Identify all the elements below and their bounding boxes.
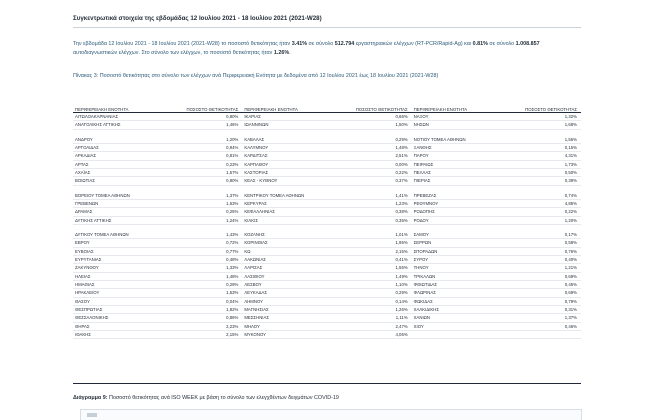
region-cell: ΚΕΦΑΛΛΗΝΙΑΣ (244, 209, 275, 215)
rate-cell: 1,48% (226, 273, 239, 279)
rate-cell: 4,31% (564, 153, 577, 159)
table-row (73, 289, 581, 297)
table-row (73, 273, 581, 281)
rate-cell: 0,35% (395, 217, 408, 223)
diagram-frame (80, 409, 582, 420)
rate-cell: 0,50% (564, 169, 577, 175)
region-cell: ΣΕΡΡΩΝ (413, 240, 432, 246)
region-cell: ΛΕΥΚΑΔΑΣ (244, 290, 268, 296)
region-cell: ΛΑΚΩΝΙΑΣ (244, 256, 266, 262)
region-cell: ΝΟΤΙΟΥ ΤΟΜΕΑ ΑΘΗΝΩΝ (413, 136, 466, 142)
rate-cell: 1,37% (564, 315, 577, 321)
rate-cell: 2,15% (395, 248, 408, 254)
intro-value-3: 0.81% (472, 41, 488, 47)
rate-cell: 1,33% (226, 265, 239, 271)
rate-cell: 0,25% (226, 209, 239, 215)
region-cell: ΝΑΞΟΥ (413, 114, 429, 119)
table-row (73, 239, 581, 247)
region-cell: ΠΙΕΡΙΑΣ (413, 178, 431, 184)
region-cell: ΜΥΚΟΝΟΥ (244, 331, 267, 337)
rate-cell: 0,76% (564, 248, 577, 254)
region-cell: ΛΕΣΒΟΥ (244, 281, 262, 287)
rate-cell: 1,53% (226, 290, 239, 296)
rate-cell: 0,80% (226, 178, 239, 184)
rate-cell: 1,21% (564, 265, 577, 271)
rate-cell: 0,29% (395, 290, 408, 296)
region-cell: ΑΧΑΪΑΣ (75, 169, 91, 175)
rate-cell: 1,20% (564, 217, 577, 223)
intro-text-3: εργαστηριακών ελέγχων (RT-PCR/Rapid-Ag) και (354, 41, 473, 47)
region-cell: ΑΡΓΟΛΙΔΑΣ (75, 144, 99, 150)
intro-value-5: 1.26% (273, 50, 290, 56)
region-cell: ΙΚΑΡΙΑΣ (244, 114, 261, 119)
intro-value-4: 1.008.857 (515, 41, 540, 47)
rate-cell: 1,55% (395, 265, 408, 271)
region-cell: ΗΡΑΚΛΕΙΟΥ (75, 290, 100, 296)
region-cell: ΘΗΡΑΣ (75, 323, 90, 329)
intro-text-2: σε σύνολο (307, 41, 335, 47)
intro-text-4: σε σύνολο (487, 41, 516, 47)
region-cell: ΙΩΑΝΝΙΝΩΝ (244, 122, 269, 128)
table-row (73, 177, 581, 185)
rate-cell: 0,14% (395, 298, 408, 304)
region-cell: ΠΡΕΒΕΖΑΣ (413, 192, 437, 198)
rate-cell: 0,29% (395, 136, 408, 142)
region-cell: ΦΩΚΙΔΑΣ (413, 298, 433, 304)
rate-cell: 0,69% (564, 273, 577, 279)
rate-cell: 0,58% (564, 240, 577, 246)
table-row (73, 248, 581, 256)
rate-cell: 0,37% (395, 178, 408, 184)
table-row (73, 298, 581, 306)
rate-cell: 0,66% (395, 114, 408, 119)
rate-cell: 1,37% (226, 192, 239, 198)
header-rate-1: ΠΟΣΟΣΤΟ ΘΕΤΙΚΟΤΗΤΑΣ (186, 107, 239, 112)
rate-cell: 0,29% (226, 281, 239, 287)
region-cell: ΚΕΑΣ - ΚΥΘΝΟΥ (244, 178, 278, 184)
rate-cell: 1,24% (226, 217, 239, 223)
rate-cell: 2,15% (226, 331, 239, 337)
rate-cell: 1,01% (395, 231, 408, 237)
intro-text-6: . (289, 50, 291, 56)
region-cell: ΘΕΣΣΑΛΟΝΙΚΗΣ (75, 315, 109, 321)
region-cell: ΔΥΤΙΚΟΥ ΤΟΜΕΑ ΑΘΗΝΩΝ (75, 231, 129, 237)
table-row (73, 169, 581, 177)
rate-cell: 1,50% (395, 122, 408, 128)
rate-cell: 1,10% (395, 281, 408, 287)
region-cell: ΒΟΡΕΙΟΥ ΤΟΜΕΑ ΑΘΗΝΩΝ (75, 192, 130, 198)
intro-value-2: 512.794 (334, 41, 355, 47)
region-cell: ΚΑΛΥΜΝΟΥ (244, 144, 269, 150)
region-cell: ΛΗΜΝΟΥ (244, 298, 264, 304)
region-cell: ΚΑΡΔΙΤΣΑΣ (244, 153, 268, 159)
region-cell: ΡΟΔΟΥ (413, 217, 429, 223)
table-row (73, 264, 581, 272)
region-cell: ΠΕΙΡΑΙΩΣ (413, 161, 434, 167)
region-cell: ΧΑΝΙΩΝ (413, 315, 431, 321)
region-cell: ΒΟΙΩΤΙΑΣ (75, 178, 95, 184)
table-row (73, 331, 581, 339)
table-row (73, 306, 581, 314)
table-row (73, 192, 581, 200)
rate-cell: 4,06% (395, 331, 408, 337)
diagram-caption (73, 395, 339, 401)
region-cell: ΘΑΣΟΥ (75, 298, 90, 304)
rate-cell: 1,68% (564, 122, 577, 128)
region-cell: ΗΛΕΙΑΣ (75, 273, 91, 279)
rate-cell: 1,41% (395, 192, 408, 198)
rate-cell: 1,63% (226, 200, 239, 206)
rate-cell: 1,49% (395, 273, 408, 279)
diagram-caption-text: Ποσοστό θετικότητας ανά ISO WEEK με βάση το σύνολο των ελεγχθέντων δειγμάτων COVID-19 (107, 395, 339, 401)
region-cell: ΚΑΒΑΛΑΣ (244, 136, 265, 142)
table-row (73, 113, 581, 121)
rate-cell (489, 331, 581, 338)
rate-cell: 1,82% (226, 306, 239, 312)
table-row (73, 152, 581, 160)
header-rate-3: ΠΟΣΟΣΤΟ ΘΕΤΙΚΟΤΗΤΑΣ (525, 107, 577, 112)
rate-cell: 2,51% (395, 153, 408, 159)
header-region-3: ΠΕΡΙΦΕΡΕΙΑΚΗ ΕΝΟΤΗΤΑ (413, 107, 468, 112)
region-cell (412, 331, 490, 338)
positivity-table (73, 104, 581, 339)
region-cell: ΦΘΙΩΤΙΔΑΣ (413, 281, 438, 287)
table-row (73, 217, 581, 225)
region-cell: ΔΡΑΜΑΣ (75, 209, 93, 215)
region-cell: ΣΥΡΟΥ (413, 256, 429, 262)
region-cell: ΕΒΡΟΥ (75, 240, 90, 246)
region-cell: ΗΜΑΘΙΑΣ (75, 281, 95, 287)
table-caption: Πίνακας 3: Ποσοστό θετικότητας στο σύνολο των ελέγχων ανά Περιφερειακή Ενότητα με δεδομένα από 12 Ιουλίου 2021 έως 18 Ιουλίου 2021 (2021-W28) (73, 73, 439, 79)
rate-cell: 0,79% (564, 298, 577, 304)
table-header-row (73, 104, 581, 113)
region-cell: ΤΗΝΟΥ (413, 265, 429, 271)
rate-cell: 0,86% (226, 315, 239, 321)
region-cell: ΠΑΡΟΥ (413, 153, 429, 159)
region-cell: ΚΟΡΙΝΘΙΑΣ (244, 240, 268, 246)
region-cell: ΝΗΣΩΝ (413, 122, 429, 128)
region-cell: ΣΠΟΡΑΔΩΝ (413, 248, 438, 254)
region-cell: ΜΑΓΝΗΣΙΑΣ (244, 306, 269, 312)
rate-cell: 0,94% (226, 144, 239, 150)
table-row (73, 323, 581, 331)
rate-cell: 1,20% (226, 136, 239, 142)
rate-cell: 0,22% (395, 169, 408, 175)
rate-cell: 0,69% (564, 290, 577, 296)
header-region-1: ΠΕΡΙΦΕΡΕΙΑΚΗ ΕΝΟΤΗΤΑ (75, 107, 129, 112)
rate-cell: 1,23% (395, 200, 408, 206)
table-row (73, 136, 581, 144)
region-cell: ΚΕΡΚΥΡΑΣ (244, 200, 267, 206)
rate-cell: 0,80% (226, 114, 239, 119)
region-cell: ΚΑΣΤΟΡΙΑΣ (244, 169, 269, 175)
rate-cell: 0,81% (226, 153, 239, 159)
rate-cell: 0,40% (564, 256, 577, 262)
rate-cell: 1,32% (564, 114, 577, 119)
region-cell: ΚΩ (244, 248, 251, 254)
table-row (73, 161, 581, 169)
region-cell: ΦΛΩΡΙΝΑΣ (413, 290, 436, 296)
rate-cell: 2,23% (226, 323, 239, 329)
rate-cell: 0,00% (395, 161, 408, 167)
rate-cell: 1,26% (395, 306, 408, 312)
rate-cell: 0,74% (564, 192, 577, 198)
region-cell: ΡΕΘΥΜΝΟΥ (413, 200, 439, 206)
region-cell: ΑΡΤΑΣ (75, 161, 89, 167)
rate-cell: 0,22% (564, 209, 577, 215)
region-cell: ΔΥΤΙΚΗΣ ΑΤΤΙΚΗΣ (75, 217, 112, 223)
rate-cell: 2,47% (395, 323, 408, 329)
region-cell: ΑΝΔΡΟΥ (75, 136, 93, 142)
rate-cell: 1,43% (226, 231, 239, 237)
rate-cell: 1,95% (395, 240, 408, 246)
header-rate-2: ΠΟΣΟΣΤΟ ΘΕΤΙΚΟΤΗΤΑΣ (355, 107, 408, 112)
intro-text-5: αυτοδιαγνωστικών ελέγχων. Στο σύνολο των ελέγχων, το ποσοστό θετικότητας ήταν (73, 50, 274, 56)
rate-cell: 0,72% (226, 240, 239, 246)
table-row (73, 200, 581, 208)
table-row (73, 231, 581, 239)
rate-cell: 0,23% (226, 161, 239, 167)
rate-cell: 0,17% (564, 231, 577, 237)
section-heading: Συγκεντρωτικά στοιχεία της εβδομάδας 12 Ιουλίου 2021 - 18 Ιουλίου 2021 (2021-W28) (73, 15, 322, 22)
region-cell: ΘΕΣΠΡΩΤΙΑΣ (75, 306, 103, 312)
region-cell: ΚΙΛΚΙΣ (244, 217, 258, 223)
region-cell: ΧΙΟΥ (413, 323, 424, 329)
table-row (73, 208, 581, 216)
region-cell: ΕΥΡΥΤΑΝΙΑΣ (75, 256, 102, 262)
region-cell: ΛΑΡΙΣΑΣ (244, 265, 263, 271)
region-cell: ΜΗΛΟΥ (244, 323, 260, 329)
region-cell: ΠΕΛΛΑΣ (413, 169, 431, 175)
table-bottom-rule (73, 383, 581, 384)
rate-cell: 0,77% (226, 248, 239, 254)
rate-cell: 1,46% (226, 122, 239, 128)
region-cell: ΑΙΤΩΛΟΑΚΑΡΝΑΝΙΑΣ (75, 114, 119, 119)
region-cell: ΛΑΣΙΘΙΟΥ (244, 273, 265, 279)
region-cell: ΤΡΙΚΑΛΩΝ (413, 273, 436, 279)
diagram-caption-number: Διάγραμμα 9: (73, 395, 108, 401)
region-cell: ΕΥΒΟΙΑΣ (75, 248, 94, 254)
rate-cell: 4,85% (564, 200, 577, 206)
diagram-toolbar-icon (87, 413, 97, 417)
intro-text-1: Την εβδομάδα 12 Ιουλίου 2021 - 18 Ιουλίου 2021 (2021-W28) το ποσοστό θετικότητας ήταν (73, 41, 292, 47)
table-row (73, 144, 581, 152)
rate-cell: 1,11% (395, 315, 408, 321)
region-cell: ΡΟΔΟΠΗΣ (413, 209, 435, 215)
region-cell: ΧΑΛΚΙΔΙΚΗΣ (413, 306, 440, 312)
region-cell: ΑΝΑΤΟΛΙΚΗΣ ΑΤΤΙΚΗΣ (75, 122, 121, 128)
region-cell: ΑΡΚΑΔΙΑΣ (75, 153, 97, 159)
rate-cell: 0,31% (564, 306, 577, 312)
rate-cell: 1,73% (564, 161, 577, 167)
table-row (73, 314, 581, 322)
table-row (73, 121, 581, 129)
region-cell: ΞΑΝΘΗΣ (413, 144, 432, 150)
table-row (73, 281, 581, 289)
rate-cell: 1,57% (226, 169, 239, 175)
region-cell: ΜΕΣΣΗΝΙΑΣ (244, 315, 270, 321)
rate-cell: 1,48% (395, 144, 408, 150)
header-region-2: ΠΕΡΙΦΕΡΕΙΑΚΗ ΕΝΟΤΗΤΑ (244, 107, 298, 112)
rate-cell: 0,39% (564, 178, 577, 184)
rate-cell: 0,38% (395, 209, 408, 215)
rate-cell: 0,15% (564, 144, 577, 150)
table-row (73, 256, 581, 264)
rate-cell: 0,48% (226, 256, 239, 262)
region-cell: ΚΟΖΑΝΗΣ (244, 231, 265, 237)
region-cell: ΙΘΑΚΗΣ (75, 331, 91, 337)
region-cell: ΣΑΜΟΥ (413, 231, 429, 237)
rate-cell: 0,41% (395, 256, 408, 262)
rate-cell: 1,56% (564, 136, 577, 142)
region-cell: ΖΑΚΥΝΘΟΥ (75, 265, 99, 271)
region-cell: ΚΕΝΤΡΙΚΟΥ ΤΟΜΕΑ ΑΘΗΝΩΝ (244, 192, 305, 198)
table-body (73, 113, 581, 339)
region-cell: ΚΑΡΠΑΘΟΥ (244, 161, 269, 167)
intro-value-1: 3.41% (291, 41, 308, 47)
rate-cell: 0,04% (226, 298, 239, 304)
heading-divider (73, 27, 581, 28)
rate-cell: 0,45% (564, 281, 577, 287)
rate-cell: 0,46% (564, 323, 577, 329)
region-cell: ΓΡΕΒΕΝΩΝ (75, 200, 99, 206)
intro-paragraph (73, 40, 581, 58)
